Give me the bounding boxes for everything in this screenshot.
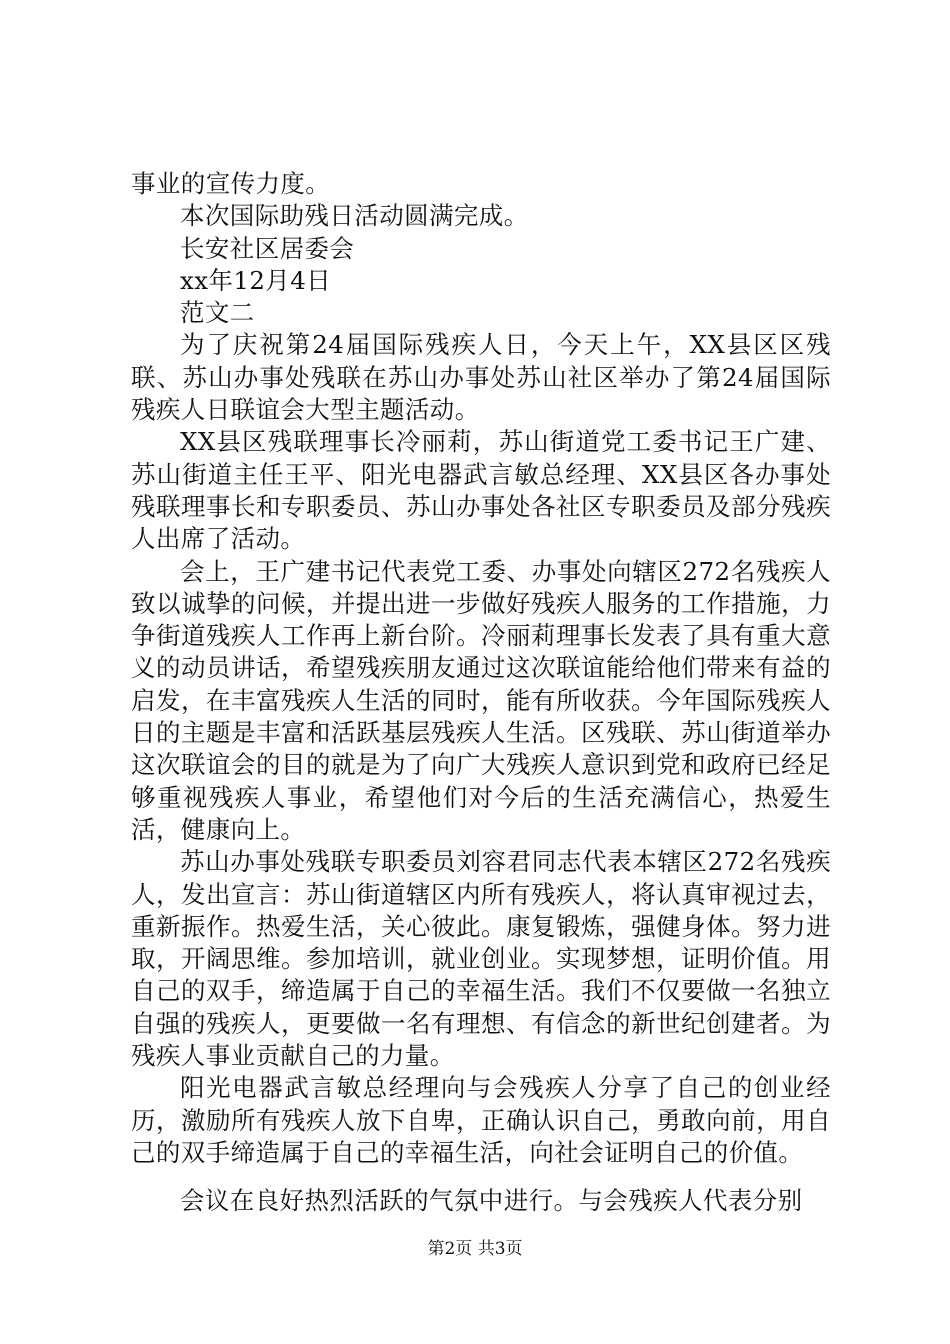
paragraph: 会上，王广建书记代表党工委、办事处向辖区272名残疾人致以诚挚的问候，并提出进一步做好残疾人服务的工作措施，力争街道残疾人工作再上新台阶。冷丽莉理事长发表了具有重大意义的动员讲话，希望残疾朋友通过这次联谊能给他们带来有益的启发，在丰富残疾人生活的同时，能有所收获。今年国际残疾人日的主题是丰富和活跃基层残疾人生活。区残联、苏山街道举办这次联谊会的目的就是为了向广大残疾人意识到党和政府已经足够重视残疾人事业，希望他们对今后的生活充满信心，热爱生活，健康向上。 [131, 556, 831, 844]
paragraph: 本次国际助残日活动圆满完成。 [180, 201, 529, 231]
paragraph-spacer [131, 1169, 831, 1185]
page-number: 第2页 共3页 [427, 1239, 523, 1259]
signature-organization: 长安社区居委会 [180, 233, 355, 263]
paragraph: 阳光电器武言敏总经理向与会残疾人分享了自己的创业经历，激励所有残疾人放下自卑，正确认识自己，勇敢向前，用自己的双手缔造属于自己的幸福生活，向社会证明自己的价值。 [131, 1073, 831, 1167]
paragraph: 苏山办事处残联专职委员刘容君同志代表本辖区272名残疾人，发出宣言：苏山街道辖区内所有残疾人，将认真审视过去，重新振作。热爱生活，关心彼此。康复锻炼，强健身体。努力进取，开阔思维。参加培训，就业创业。实现梦想，证明价值。用自己的双手，缔造属于自己的幸福生活。我们不仅要做一名独立自强的残疾人，更要做一名有理想、有信念的新世纪创建者。为残疾人事业贡献自己的力量。 [131, 847, 831, 1071]
document-body [131, 168, 831, 1218]
paragraph: 为了庆祝第24届国际残疾人日，今天上午，XX县区区残联、苏山办事处残联在苏山办事处苏山社区举办了第24届国际残疾人日联谊会大型主题活动。 [131, 330, 831, 425]
paragraph: 会议在良好热烈活跃的气氛中进行。与会残疾人代表分别 [180, 1186, 803, 1216]
signature-date: xx年12月4日 [180, 265, 332, 295]
section-heading: 范文二 [180, 298, 255, 328]
paragraph: 事业的宣传力度。 [131, 169, 331, 198]
paragraph: XX县区残联理事长冷丽莉，苏山街道党工委书记王广建、苏山街道主任王平、阳光电器武言敏总经理、XX县区各办事处残联理事长和专职委员、苏山办事处各社区专职委员及部分残疾人出席了活动。 [131, 427, 831, 554]
